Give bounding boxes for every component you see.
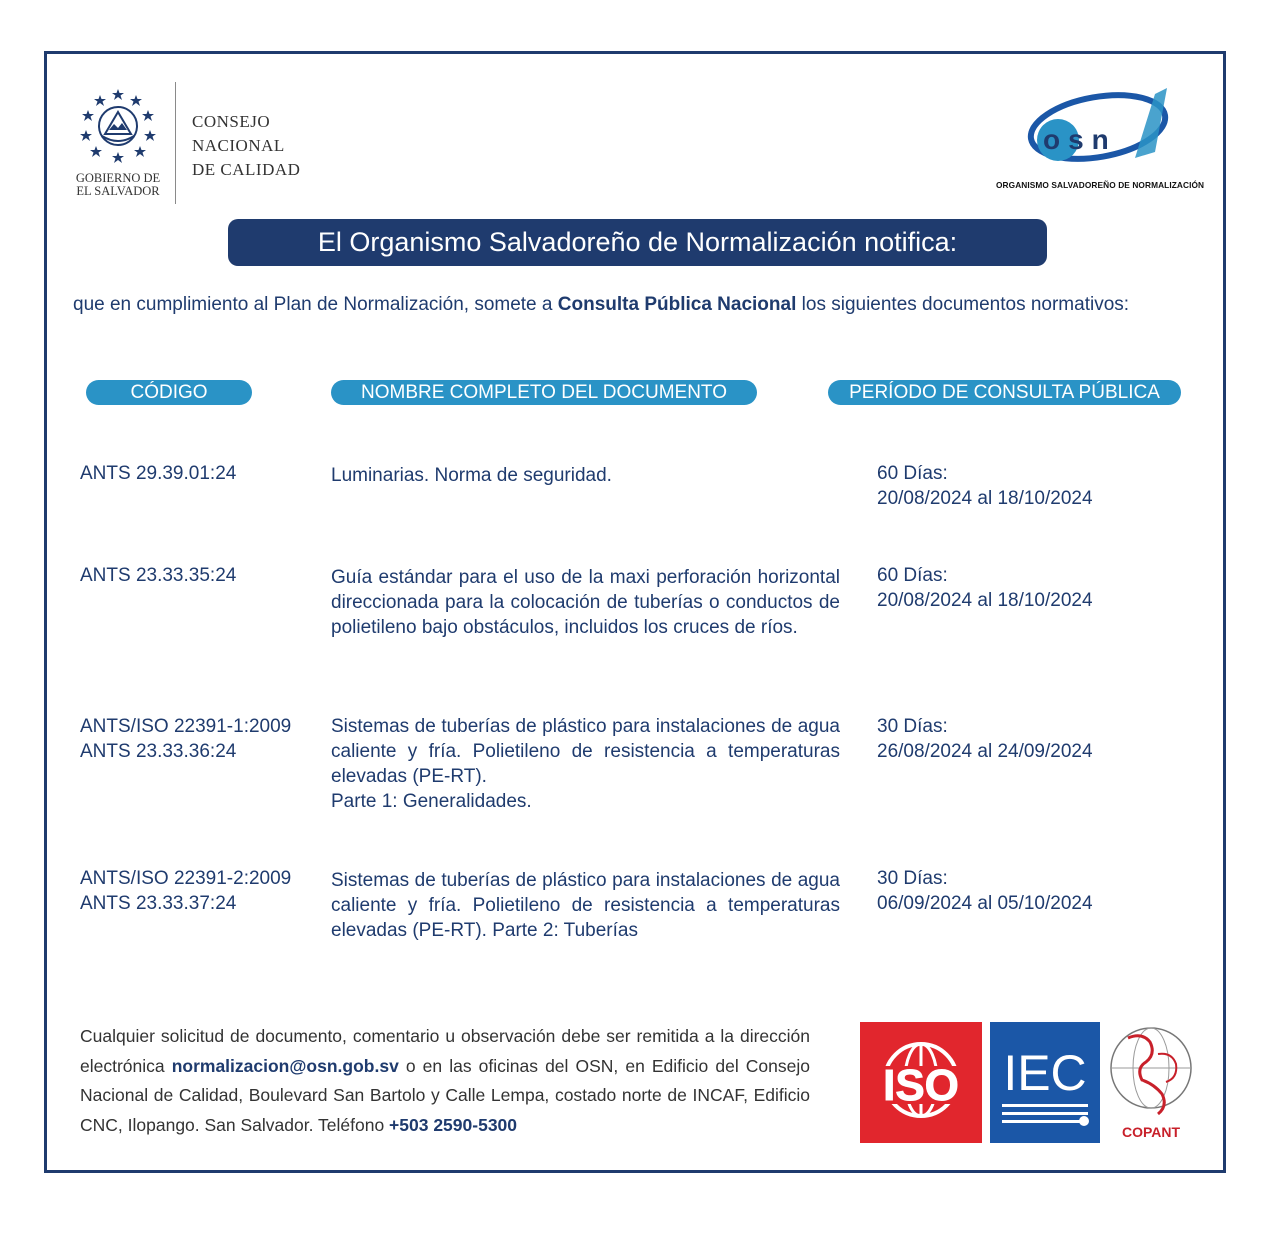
footer-contact: [80, 1022, 810, 1140]
footer-text-2: o en las oficinas del OSN, en Edificio del Consejo Nacional de Calidad, Boulevard San Bartolo y Calle Lempa, costado norte de INCAF, Edificio CNC, Ilopango. San Salvador. Teléfono: [80, 1055, 810, 1135]
row-4-period: [877, 866, 1197, 916]
code-line: ANTS 23.33.37:24: [80, 893, 237, 914]
page-title: El Organismo Salvadoreño de Normalización notifica:: [228, 219, 1047, 266]
code-line: ANTS/ISO 22391-2:2009: [80, 868, 292, 889]
name-text: Sistemas de tuberías de plástico para instalaciones de agua caliente y fría. Polietileno de resistencia a temperaturas elevadas (PE-RT).: [331, 716, 840, 787]
period-dates: 20/08/2024 al 18/10/2024: [877, 590, 1093, 611]
column-header-name: NOMBRE COMPLETO DEL DOCUMENTO: [331, 380, 757, 405]
period-days: 60 Días:: [877, 565, 948, 586]
intro-text-before: que en cumplimiento al Plan de Normalización, somete a: [73, 294, 558, 315]
period-dates: 26/08/2024 al 24/09/2024: [877, 741, 1093, 762]
coat-of-arms-icon: [78, 86, 158, 166]
row-4-code: [80, 866, 325, 916]
row-1-code: [80, 461, 325, 486]
code-line: ANTS 23.33.35:24: [80, 565, 237, 586]
cnc-line-2: NACIONAL: [192, 136, 285, 155]
footer-email-link[interactable]: normalizacion@osn.gob.sv: [171, 1055, 399, 1076]
name-text: Luminarias. Norma de seguridad.: [331, 465, 612, 486]
period-dates: 06/09/2024 al 05/10/2024: [877, 893, 1093, 914]
footer-phone: +503 2590-5300: [389, 1114, 518, 1135]
period-days: 30 Días:: [877, 868, 948, 889]
row-3-period: [877, 714, 1197, 764]
osn-logo: [995, 82, 1205, 192]
footer-text-1: Cualquier solicitud de documento, comentario u observación debe ser remitida a la dirección electrónica: [80, 1026, 810, 1076]
code-line: ANTS 23.33.36:24: [80, 741, 237, 762]
cnc-line-3: DE CALIDAD: [192, 160, 301, 179]
cnc-logo-text: [192, 110, 300, 182]
row-1-period: [877, 461, 1197, 511]
iso-logo: [860, 1022, 982, 1143]
osn-caption: ORGANISMO SALVADOREÑO DE NORMALIZACIÓN: [996, 180, 1205, 190]
iec-logo-text: IEC: [1003, 1045, 1087, 1101]
row-4-name: [331, 868, 840, 943]
row-1-name: [331, 463, 840, 488]
name-text: Parte 1: Generalidades.: [331, 791, 532, 812]
column-header-code: CÓDIGO: [86, 380, 252, 405]
period-days: 60 Días:: [877, 463, 948, 484]
code-line: ANTS 29.39.01:24: [80, 463, 237, 484]
cnc-line-1: CONSEJO: [192, 112, 271, 131]
iec-logo: [990, 1022, 1100, 1143]
intro-text-after: los siguientes documentos normativos:: [796, 294, 1130, 315]
column-header-period: PERÍODO DE CONSULTA PÚBLICA: [828, 380, 1181, 405]
period-dates: 20/08/2024 al 18/10/2024: [877, 488, 1093, 509]
name-text: Guía estándar para el uso de la maxi perforación horizontal direccionada para la colocación de tuberías o conductos de polietileno bajo obstáculos, incluidos los cruces de ríos.: [331, 567, 840, 638]
period-days: 30 Días:: [877, 716, 948, 737]
row-3-name: [331, 714, 840, 814]
name-text: Sistemas de tuberías de plástico para instalaciones de agua caliente y fría. Polietileno de resistencia a temperaturas elevadas (PE-RT). Parte 2: Tuberías: [331, 870, 840, 941]
copant-logo: [1106, 1024, 1196, 1142]
row-2-period: [877, 563, 1197, 613]
gov-line-2: EL SALVADOR: [76, 184, 160, 198]
gov-line-1: GOBIERNO DE: [75, 171, 161, 185]
intro-paragraph: [73, 292, 1202, 317]
row-3-code: [80, 714, 325, 764]
copant-logo-text: COPANT: [1121, 1124, 1181, 1140]
iso-logo-text: ISO: [883, 1061, 959, 1110]
code-line: ANTS/ISO 22391-1:2009: [80, 716, 292, 737]
osn-logo-text: osn: [1043, 124, 1117, 155]
header-divider: [175, 82, 176, 204]
row-2-name: [331, 565, 840, 640]
intro-text-bold: Consulta Pública Nacional: [557, 294, 797, 315]
gobierno-logo: [72, 86, 164, 198]
row-2-code: [80, 563, 325, 588]
